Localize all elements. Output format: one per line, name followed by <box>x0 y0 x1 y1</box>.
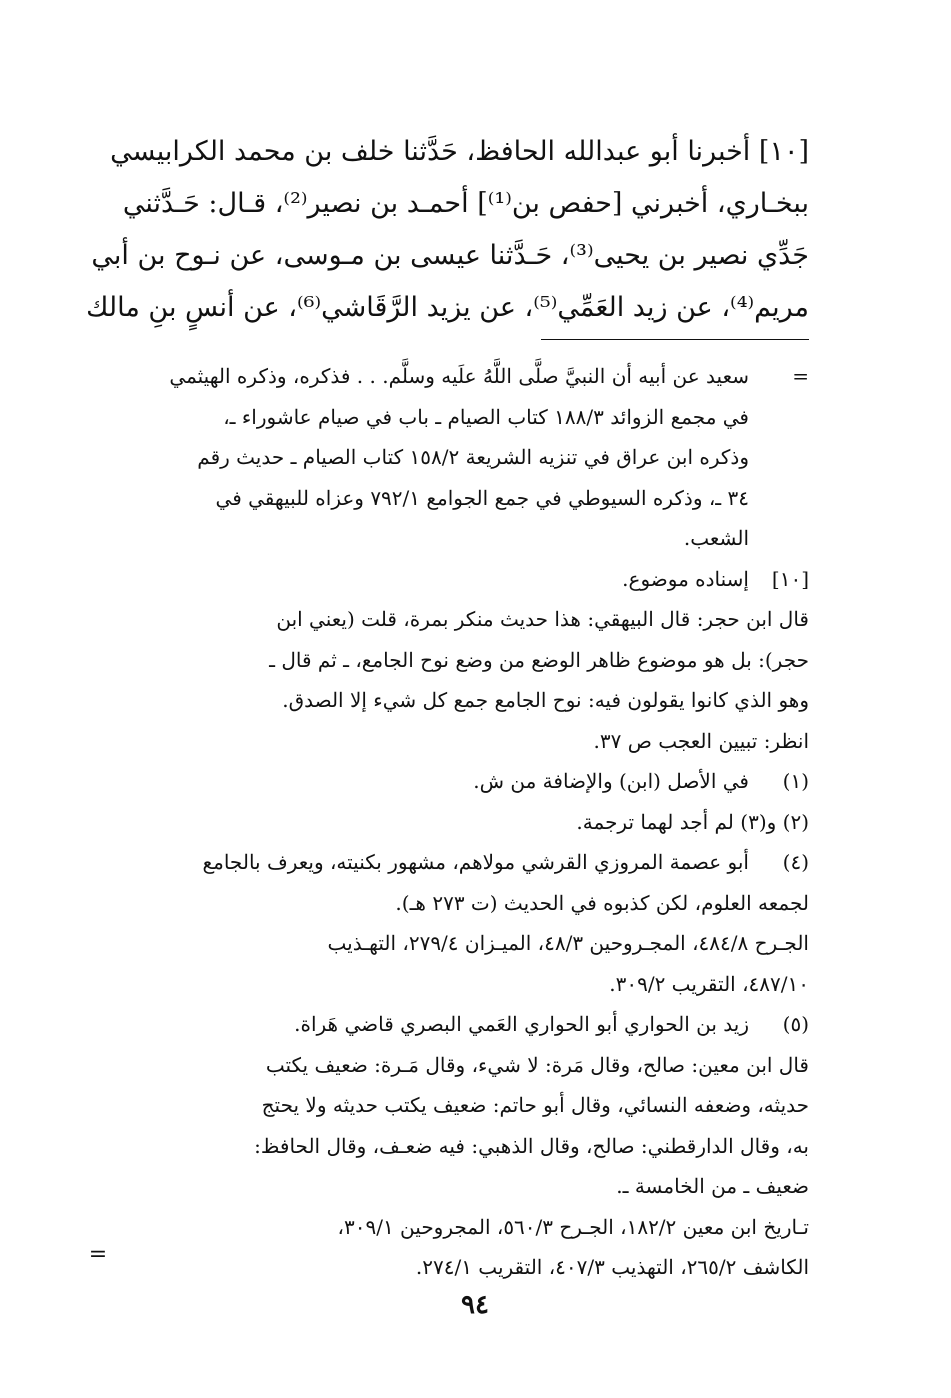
footnote-text: حجر): بل هو موضوع ظاهر الوضع من وضع نوح الجامع، ـ ثم قال ـ <box>269 647 809 672</box>
footnote-separator <box>541 339 809 340</box>
main-text-line: ببخـاري، أخبرني [حفص بن⁽¹⁾] أحمـد بن نصير⁽²⁾، قـال: حَـدَّثني <box>122 188 809 219</box>
footnote-line <box>109 356 809 397</box>
footnote-text: ٤٨٧/١٠، التقريب ٣٠٩/٢. <box>609 971 809 996</box>
footnote-line <box>109 1126 809 1167</box>
main-text-line: مريم⁽⁴⁾، عن زيد العَمِّي⁽⁵⁾، عن يزيد الرَّقَاشي⁽⁶⁾، عن أنسٍ بنِ مالك <box>86 292 809 323</box>
footnote-marker: [١٠] <box>771 566 809 591</box>
footnote-marker: (١) <box>782 769 809 793</box>
main-text-line: [١٠] أخبرنا أبو عبدالله الحافظ، حَدَّثنا خلف بن محمد الكرابيسي <box>110 136 809 167</box>
page-number: ٩٤ <box>461 1290 489 1320</box>
footnote-text: تـاريخ ابن معين ١٨٢/٢، الجـرح ٥٦٠/٣، المجروحين ٣٠٩/١، <box>337 1214 809 1239</box>
footnote-line <box>109 1004 809 1045</box>
footnote-text: في مجمع الزوائد ١٨٨/٣ كتاب الصيام ـ باب في صيام عاشوراء ـ، <box>223 404 749 429</box>
footnote-text: الجـرح ٤٨٤/٨، المجـروحين ٤٨/٣، الميـزان ٢٧٩/٤، التهـذيب <box>327 931 809 955</box>
footnote-text: قال ابن معين: صالح، وقال مَرة: لا شيء، وقال مَـرة: ضعيف يكتب <box>265 1052 809 1077</box>
footnote-line <box>109 640 809 681</box>
footnote-line <box>109 1166 809 1207</box>
continuation-mark: = <box>88 1242 108 1267</box>
footnote-text: ضعيف ـ من الخامسة ـ. <box>616 1174 809 1198</box>
footnote-line <box>109 1085 809 1126</box>
footnote-line <box>109 761 809 802</box>
footnote-line <box>109 478 809 519</box>
footnote-text: (٢) و(٣) لم أجد لهما ترجمة. <box>576 809 809 834</box>
footnote-line <box>109 1247 809 1288</box>
footnote-text: زيد بن الحواري أبو الحواري العَمي البصري قاضي هَراة. <box>294 1012 749 1036</box>
footnote-line <box>109 1207 809 1248</box>
footnote-text: إسناده موضوع. <box>622 566 749 591</box>
footnote-text: الشعب. <box>683 526 749 550</box>
footnote-text: وذكره ابن عراق في تنزيه الشريعة ١٥٨/٢ كتاب الصيام ـ حديث رقم <box>197 445 749 469</box>
footnote-line <box>109 842 809 883</box>
footnote-text: أبو عصمة المروزي القرشي مولاهم، مشهور بكنيته، ويعرف بالجامع <box>202 850 749 874</box>
footnote-text: لجمعه العلوم، لكن كذبوه في الحديث (ت ٢٧٣ هـ). <box>395 890 809 915</box>
footnote-text: في الأصل (ابن) والإضافة من ش. <box>473 769 749 793</box>
footnote-text: ٣٤ ـ، وذكره السيوطي في جمع الجوامع ٧٩٢/١ وعزاه للبيهقي في <box>215 485 749 510</box>
footnote-marker: = <box>792 364 809 388</box>
footnote-text: انظر: تبيين العجب ص ٣٧. <box>593 728 809 753</box>
footnote-marker: (٤) <box>782 850 809 874</box>
footnote-text: به، وقال الدارقطني: صالح، وقال الذهبي: فيه ضعـف، وقال الحافظ: <box>254 1133 809 1158</box>
footnote-line <box>109 883 809 924</box>
footnote-text: حديثه، وضعفه النسائي، وقال أبو حاتم: ضعيف يكتب حديثه ولا يحتج <box>261 1093 809 1117</box>
footnote-line <box>109 397 809 438</box>
footnote-text: وهو الذي كانوا يقولون فيه: نوح الجامع جمع كل شيء إلا الصدق. <box>282 688 809 712</box>
footnote-text: الكاشف ٢٦٥/٢، التهذيب ٤٠٧/٣، التقريب ٢٧٤/١. <box>415 1255 809 1279</box>
footnote-line <box>109 964 809 1005</box>
main-text-line: جَدِّي نصير بن يحيى⁽³⁾، حَـدَّثنا عيسى بن مـوسى، عن نـوح بن أبي <box>91 240 809 271</box>
footnotes <box>109 356 809 1288</box>
footnote-line <box>109 721 809 762</box>
footnote-line <box>109 680 809 721</box>
main-text <box>86 126 809 334</box>
footnote-line <box>109 802 809 843</box>
footnote-line <box>109 1045 809 1086</box>
footnote-marker: (٥) <box>782 1012 809 1036</box>
footnote-line <box>109 518 809 559</box>
footnote-line <box>109 437 809 478</box>
footnote-line <box>109 923 809 964</box>
footnote-line <box>109 599 809 640</box>
footnote-text: سعيد عن أبيه أن النبيَّ صلَّى اللَّهُ علَيه وسلَّم. . . فذكره، وذكره الهيثمي <box>169 364 749 388</box>
footnote-line <box>109 559 809 600</box>
footnote-text: قال ابن حجر: قال البيهقي: هذا حديث منكر بمرة، قلت (يعني ابن <box>276 607 809 631</box>
